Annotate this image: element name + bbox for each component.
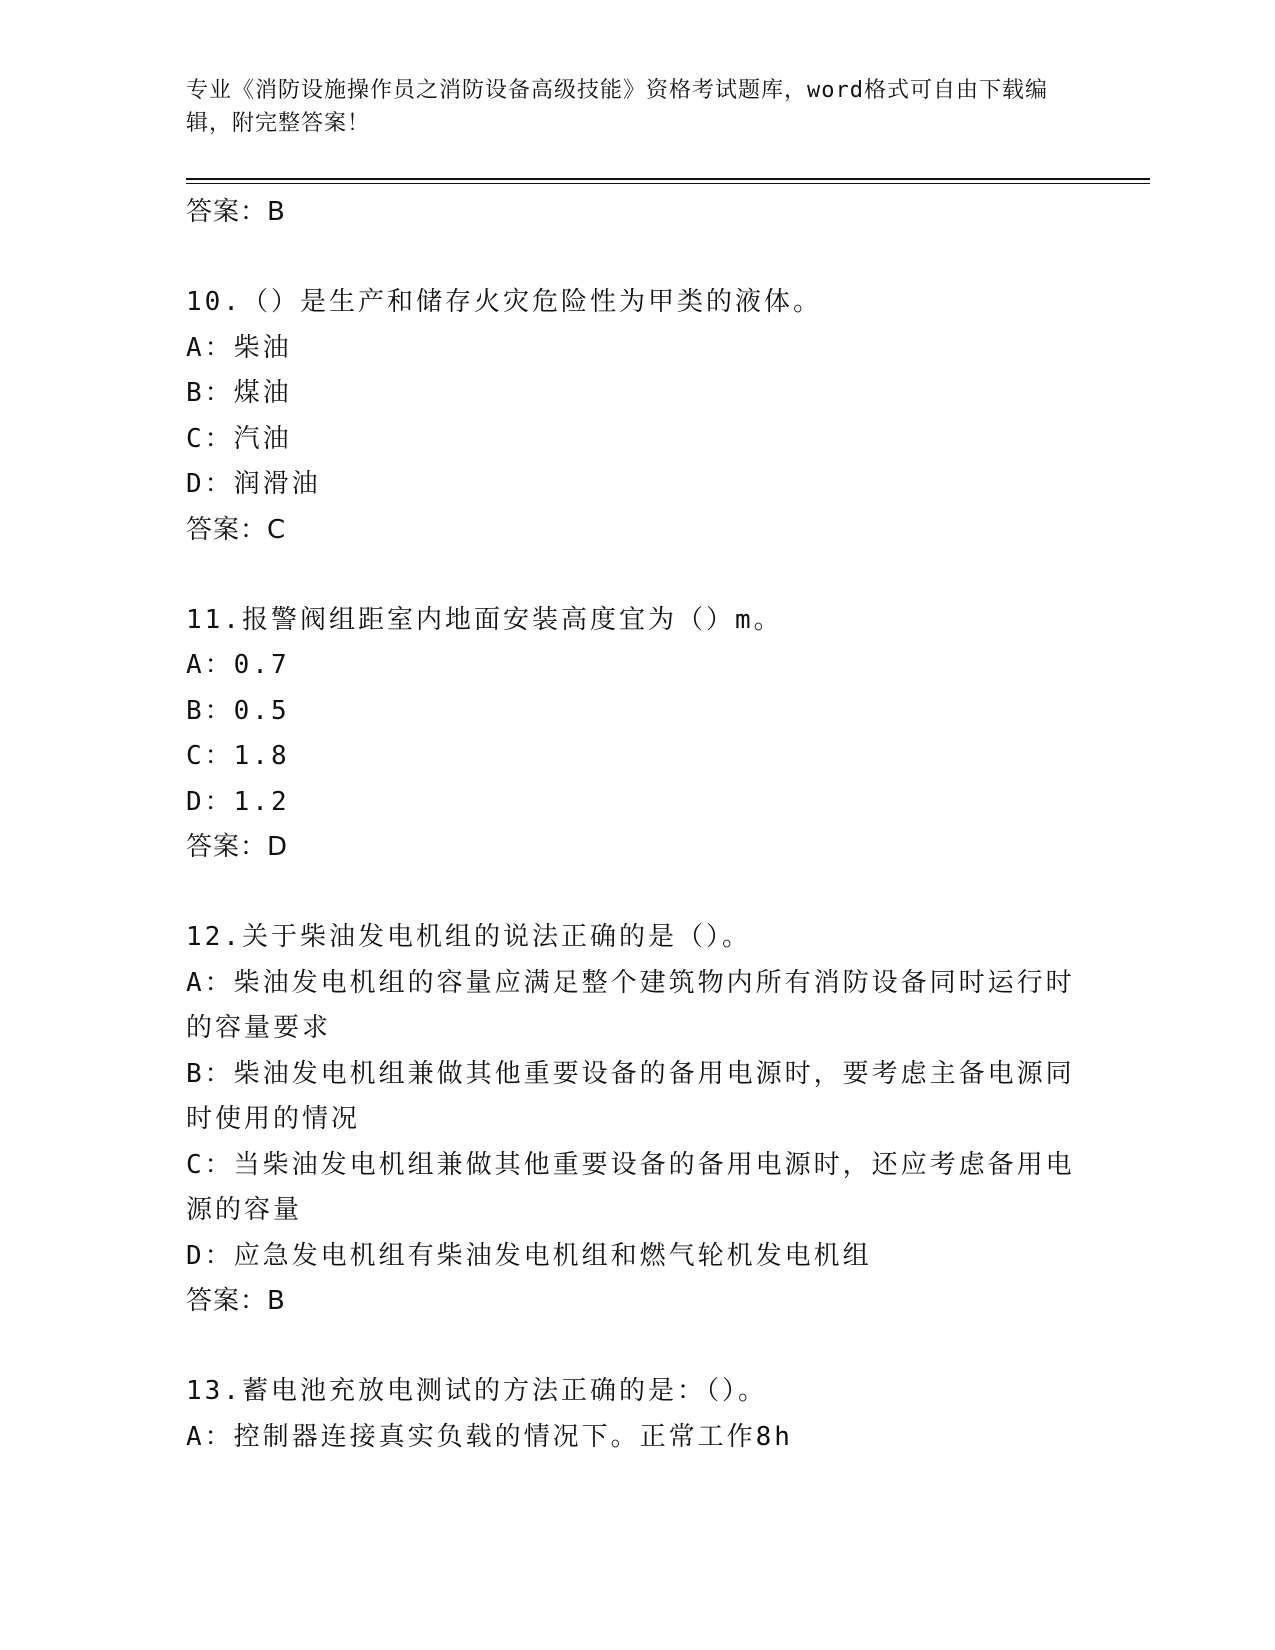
option-b: B：煤油: [186, 378, 292, 408]
option-b: B：柴油发电机组兼做其他重要设备的备用电源时，要考虑主备电源同时使用的情况: [186, 1058, 1075, 1134]
answer-line: 答案：D: [186, 832, 289, 862]
option-a: A：柴油: [186, 332, 292, 363]
header-divider-thin: [186, 183, 1150, 184]
question-list: [186, 190, 1086, 1460]
option-b: B：0.5: [186, 695, 290, 726]
option-d: D：1.2: [186, 786, 290, 817]
question-stem: 12.关于柴油发电机组的说法正确的是（）。: [186, 922, 751, 952]
option-a: A：柴油发电机组的容量应满足整个建筑物内所有消防设备同时运行时的容量要求: [186, 967, 1075, 1043]
option-d: D：润滑油: [186, 469, 321, 499]
option-c: C：汽油: [186, 423, 292, 454]
option-c: C：1.8: [186, 741, 290, 771]
option-c: C：当柴油发电机组兼做其他重要设备的备用电源时，还应考虑备用电源的容量: [186, 1149, 1075, 1225]
option-a: A：0.7: [186, 650, 290, 680]
question-stem: 10.（）是生产和储存火灾危险性为甲类的液体。: [186, 287, 822, 317]
header-divider: [186, 178, 1150, 180]
option-d: D：应急发电机组有柴油发电机组和燃气轮机发电机组: [186, 1240, 872, 1271]
answer-line: 答案：B: [186, 197, 286, 227]
question-13: [186, 1369, 1086, 1460]
question-12: [186, 915, 1086, 1323]
answer-line: 答案：B: [186, 1286, 286, 1316]
question-11: [186, 598, 1086, 870]
answer-line: 答案：C: [186, 514, 287, 545]
question-stem: 13.蓄电池充放电测试的方法正确的是：（）。: [186, 1376, 767, 1406]
option-a: A：控制器连接真实负载的情况下。正常工作8h: [186, 1421, 793, 1452]
question-stem: 11.报警阀组距室内地面安装高度宜为（）m。: [186, 604, 783, 635]
document-header: 专业《消防设施操作员之消防设备高级技能》资格考试题库，word格式可自由下载编辑，附完整答案！: [186, 78, 1048, 136]
question-10: [186, 280, 1086, 552]
